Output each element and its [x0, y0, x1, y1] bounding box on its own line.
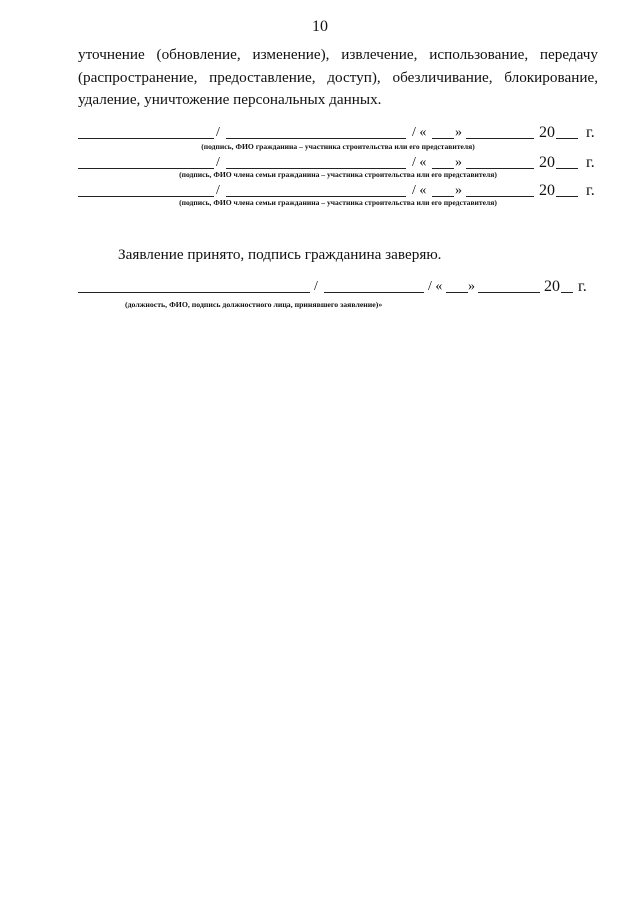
month-line [478, 292, 540, 293]
year-line [556, 168, 578, 169]
signature-line [324, 292, 424, 293]
name-line [226, 168, 406, 169]
signature-line [78, 196, 214, 197]
year-line [561, 292, 573, 293]
month-line [466, 168, 534, 169]
year-prefix: 20 [539, 182, 555, 199]
year-line [556, 196, 578, 197]
slash-separator: / [216, 155, 220, 170]
year-prefix: 20 [544, 278, 560, 295]
signature-line [78, 138, 214, 139]
month-line [466, 196, 534, 197]
slash-separator: / [216, 183, 220, 198]
year-suffix: г. [578, 278, 587, 295]
day-line [432, 196, 454, 197]
position-line [78, 292, 310, 293]
signature-row [0, 182, 640, 198]
year-prefix: 20 [539, 154, 555, 171]
year-suffix: г. [586, 154, 595, 171]
name-line [226, 196, 406, 197]
year-prefix: 20 [539, 124, 555, 141]
consent-paragraph: уточнение (обновление, изменение), извлечение, использование, передачу (распространение, предоставление, доступ), обезличивание, блокирование, удаление, уничтожение персональных данных. [78, 46, 598, 108]
date-open: / « [428, 279, 443, 294]
month-line [466, 138, 534, 139]
slash-separator: / [216, 125, 220, 140]
year-suffix: г. [586, 182, 595, 199]
signature-caption: (подпись, ФИО члена семьи гражданина – участника строительства или его представителя) [179, 170, 497, 179]
slash-separator: / [314, 279, 318, 294]
official-signature-row [0, 278, 640, 294]
signature-line [78, 168, 214, 169]
signature-row [0, 154, 640, 170]
day-line [432, 138, 454, 139]
date-close: » [468, 279, 475, 294]
date-open: / « [412, 155, 427, 170]
signature-row [0, 124, 640, 140]
page-number: 10 [312, 18, 328, 35]
date-close: » [455, 125, 462, 140]
signature-caption: (подпись, ФИО члена семьи гражданина – участника строительства или его представителя) [179, 198, 497, 207]
year-suffix: г. [586, 124, 595, 141]
year-line [556, 138, 578, 139]
date-open: / « [412, 125, 427, 140]
official-caption: (должность, ФИО, подпись должностного лица, принявшего заявление)» [125, 300, 383, 309]
signature-caption: (подпись, ФИО гражданина – участника строительства или его представителя) [201, 142, 475, 151]
statement-text: Заявление принято, подпись гражданина заверяю. [118, 246, 442, 263]
date-close: » [455, 183, 462, 198]
date-close: » [455, 155, 462, 170]
day-line [446, 292, 468, 293]
day-line [432, 168, 454, 169]
date-open: / « [412, 183, 427, 198]
name-line [226, 138, 406, 139]
